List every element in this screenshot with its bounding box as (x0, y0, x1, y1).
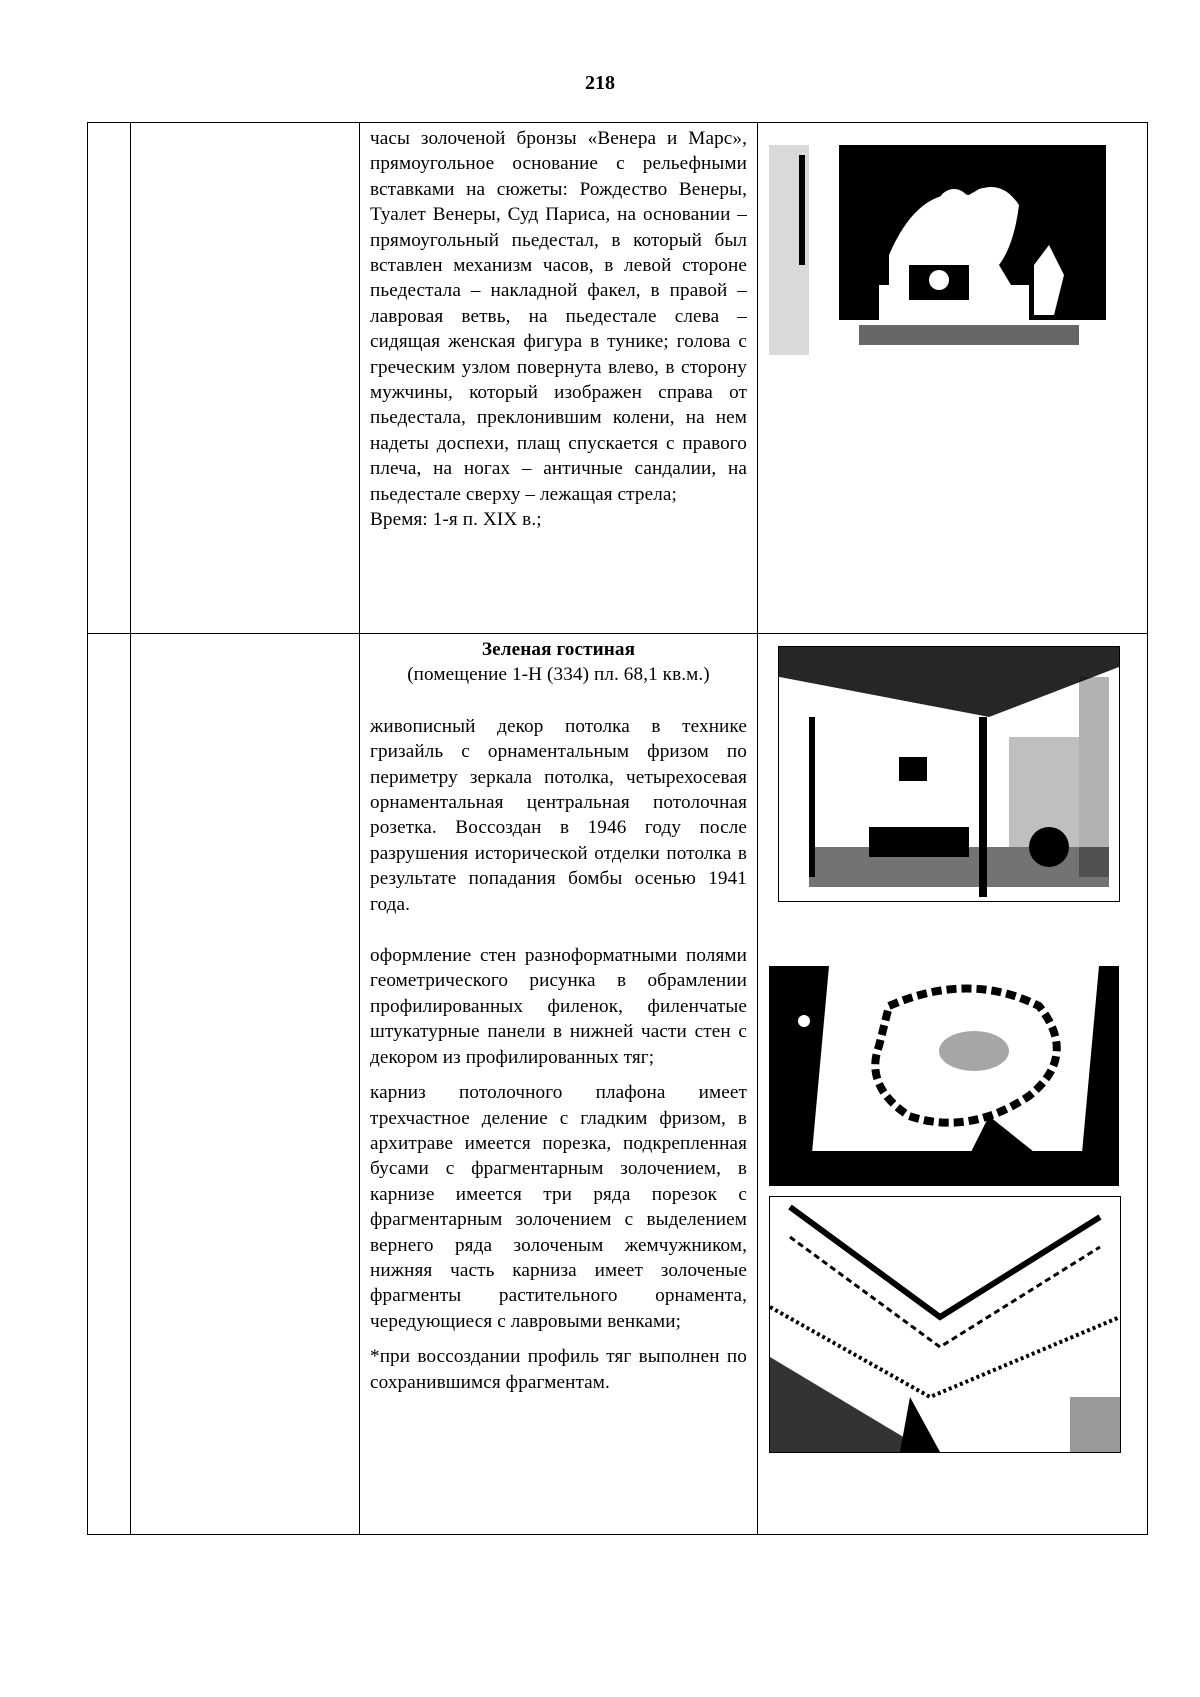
photo-cell (758, 123, 1148, 634)
room-title: Зеленая гостиная (481, 639, 636, 660)
cornice-description: карниз потолочного плафона имеет трехчастное деление с гладким фризом, в архитраве имеется порезка, подкрепленная бусами с фрагментарным золочением, в карнизе имеется три ряда порезок с фрагментарным золочением с выделением вернего ряда золоченым жемчужником, нижняя часть карниза имеет золоченые фрагменты растительного орнамента, чередующиеся с лавровыми венками; (370, 1082, 747, 1332)
name-cell (131, 634, 360, 1535)
reconstruction-note: *при воссоздании профиль тяг выполнен по сохранившимся фрагментам. (370, 1346, 747, 1393)
name-cell (131, 123, 360, 634)
description-cell (360, 123, 758, 634)
number-cell (88, 123, 131, 634)
page-number: 218 (585, 72, 615, 94)
table-row (88, 634, 1148, 1535)
description-cell (360, 634, 758, 1535)
number-cell (88, 634, 131, 1535)
room-subtitle: (помещение 1-Н (334) пл. 68,1 кв.м.) (407, 664, 710, 686)
ceiling-rosette-photo (769, 966, 1119, 1186)
ceiling-description: живописный декор потолка в технике гризайль с орнаментальным фризом по периметру зеркала потолка, четырехосевая орнаментальная центральная потолочная розетка. Воссоздан в 1946 году после разрушения исторической отделки потолка в результате попадания бомбы осенью 1941 года. (370, 715, 747, 915)
cornice-photo (769, 1196, 1121, 1453)
room-interior-photo (778, 646, 1120, 902)
walls-description: оформление стен разноформатными полями геометрического рисунка в обрамлении профилированных филенок, филенчатые штукатурные панели в нижней части стен с декором из профилированных тяг; (370, 945, 747, 1068)
clock-description: часы золоченой бронзы «Венера и Марс», прямоугольное основание с рельефными вставками на сюжеты: Рождество Венеры, Туалет Венеры, Суд Париса, на основании – прямоугольный пьедестал, в который был вставлен механизм часов, в левой стороне пьедестала – накладной факел, в правой – лавровая ветвь, на пьедестале слева – сидящая женская фигура в тунике; голова с греческим узлом повернута влево, в сторону мужчины, который изображен справа от пьедестала, преклонившим колени, на нем надеты доспехи, плащ спускается с правого плеча, на ногах – античные сандалии, на пьедестале сверху – лежащая стрела; (370, 128, 747, 505)
object-table (87, 122, 1148, 1535)
clock-time: Время: 1-я п. XIX в.; (370, 509, 542, 531)
clock-photo (769, 145, 1106, 373)
photo-cell (758, 634, 1148, 1535)
table-row (88, 123, 1148, 634)
